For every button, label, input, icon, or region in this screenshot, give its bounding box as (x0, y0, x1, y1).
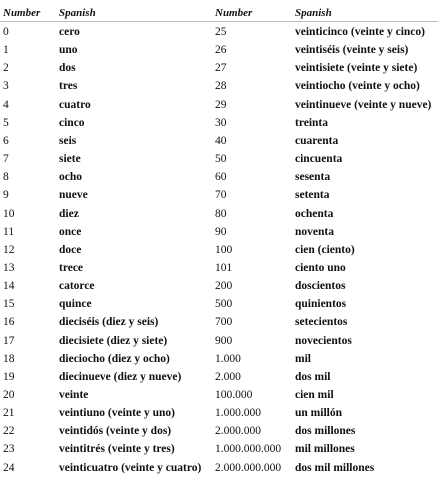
row-spanish-2: treinta (295, 116, 329, 129)
row-number: 10 (3, 207, 15, 220)
row-spanish: cero (59, 26, 80, 38)
row-spanish: cuatro (59, 98, 91, 111)
row-number: 9 (3, 189, 9, 202)
row-number: 11 (3, 225, 15, 238)
row-number: 2 (3, 62, 9, 75)
row-number: 4 (3, 98, 9, 111)
row-number: 0 (3, 26, 9, 38)
row-spanish-2: un millón (295, 407, 342, 420)
row-spanish: trece (59, 261, 84, 274)
row-number-2: 90 (215, 225, 227, 238)
table-row (0, 223, 438, 241)
row-number: 14 (3, 280, 15, 293)
row-number-2: 1.000.000.000 (215, 443, 282, 456)
row-number-2: 2.000 (215, 370, 241, 383)
row-number-2: 60 (215, 171, 227, 184)
row-spanish-2: ochenta (295, 207, 334, 220)
row-number: 21 (3, 407, 15, 420)
row-spanish: siete (59, 153, 81, 166)
table-row (0, 386, 438, 404)
row-number: 5 (3, 116, 9, 129)
row-number-2: 40 (215, 134, 227, 147)
row-spanish-2: veintinueve (veinte y nueve) (295, 98, 432, 111)
table-row (0, 313, 438, 331)
row-spanish-2: ciento uno (295, 261, 346, 274)
row-spanish-2: veintisiete (veinte y siete) (295, 62, 418, 75)
table-row (0, 186, 438, 204)
row-number-2: 29 (215, 98, 227, 111)
row-spanish: veintiuno (veinte y uno) (59, 407, 175, 420)
table-row (0, 295, 438, 313)
table-row (0, 168, 438, 186)
row-number-2: 900 (215, 334, 233, 347)
header-spanish-2: Spanish (295, 7, 332, 19)
row-spanish-2: cien (ciento) (295, 243, 355, 256)
header-number-2: Number (215, 7, 253, 19)
row-spanish-2: mil millones (295, 443, 355, 456)
row-spanish: veinticuatro (veinte y cuatro) (59, 461, 202, 474)
row-spanish-2: dos mil (295, 370, 331, 383)
row-spanish: veintidós (veinte y dos) (59, 425, 172, 438)
row-spanish: catorce (59, 280, 95, 293)
row-spanish-2: cien mil (295, 389, 334, 401)
table-row (0, 132, 438, 150)
row-spanish-2: setenta (295, 189, 330, 202)
row-spanish-2: veintiséis (veinte y seis) (295, 44, 409, 57)
row-number-2: 100 (215, 243, 233, 256)
row-spanish-2: novecientos (295, 334, 352, 347)
table-row (0, 41, 438, 59)
row-spanish: tres (59, 80, 78, 93)
row-spanish: cinco (59, 116, 85, 129)
row-number: 16 (3, 316, 15, 329)
row-spanish: veinte (59, 389, 89, 401)
row-number-2: 101 (215, 261, 233, 274)
row-number-2: 70 (215, 189, 227, 202)
row-number-2: 27 (215, 62, 227, 75)
row-number-2: 80 (215, 207, 227, 220)
row-spanish: seis (59, 134, 77, 147)
row-number: 12 (3, 243, 15, 256)
row-number: 23 (3, 443, 15, 456)
table-row (0, 77, 438, 95)
table-row (0, 114, 438, 132)
row-number: 8 (3, 171, 9, 184)
table-row (0, 150, 438, 168)
row-number-2: 2.000.000.000 (215, 461, 282, 474)
row-spanish: ocho (59, 171, 82, 184)
row-number: 15 (3, 298, 15, 311)
row-spanish-2: quinientos (295, 298, 347, 311)
row-number-2: 25 (215, 26, 227, 38)
table-row (0, 422, 438, 440)
table-row (0, 59, 438, 77)
row-number: 22 (3, 425, 15, 438)
header-spanish: Spanish (59, 7, 96, 19)
row-spanish-2: cincuenta (295, 153, 343, 166)
table-row (0, 23, 438, 41)
row-number-2: 200 (215, 280, 233, 293)
row-spanish-2: sesenta (295, 171, 331, 184)
header-divider (0, 21, 438, 22)
row-spanish: nueve (59, 189, 88, 202)
row-number-2: 700 (215, 316, 233, 329)
row-number-2: 30 (215, 116, 227, 129)
row-number-2: 28 (215, 80, 227, 93)
table-row (0, 368, 438, 386)
row-spanish-2: mil (295, 352, 311, 365)
table-row (0, 404, 438, 422)
table-header (0, 4, 438, 22)
row-spanish-2: veinticinco (veinte y cinco) (295, 26, 425, 38)
row-number: 6 (3, 134, 9, 147)
table-row (0, 440, 438, 458)
row-spanish-2: veintiocho (veinte y ocho) (295, 80, 420, 93)
row-spanish: diecisiete (diez y siete) (59, 334, 168, 347)
row-spanish: veintitrés (veinte y tres) (59, 443, 175, 456)
row-spanish: uno (59, 44, 78, 57)
row-spanish: once (59, 225, 82, 238)
row-spanish-2: doscientos (295, 280, 346, 293)
row-number: 24 (3, 461, 15, 474)
row-number: 17 (3, 334, 15, 347)
table-row (0, 241, 438, 259)
row-number-2: 50 (215, 153, 227, 166)
row-number: 13 (3, 261, 15, 274)
row-spanish-2: dos mil millones (295, 461, 375, 474)
table-row (0, 350, 438, 368)
row-number-2: 100.000 (215, 389, 253, 401)
row-spanish: diecinueve (diez y nueve) (59, 370, 182, 383)
row-number-2: 26 (215, 44, 227, 57)
row-number: 7 (3, 153, 9, 166)
table-row (0, 205, 438, 223)
row-number-2: 500 (215, 298, 233, 311)
row-number-2: 2.000.000 (215, 425, 261, 438)
row-number-2: 1.000 (215, 352, 241, 365)
table-row (0, 459, 438, 477)
header-number: Number (3, 7, 41, 19)
table-row (0, 277, 438, 295)
row-spanish: doce (59, 243, 82, 256)
row-spanish-2: cuarenta (295, 134, 339, 147)
row-number: 1 (3, 44, 9, 57)
row-spanish-2: dos millones (295, 425, 356, 438)
table-row (0, 259, 438, 277)
row-spanish: dieciocho (diez y ocho) (59, 352, 170, 365)
row-spanish-2: noventa (295, 225, 334, 238)
row-number: 19 (3, 370, 15, 383)
row-spanish: diez (59, 207, 79, 220)
row-spanish: quince (59, 298, 92, 311)
table-row (0, 96, 438, 114)
row-number: 3 (3, 80, 9, 93)
row-number: 18 (3, 352, 15, 365)
table-row (0, 332, 438, 350)
row-number: 20 (3, 389, 15, 401)
row-spanish-2: setecientos (295, 316, 348, 329)
row-spanish: dos (59, 62, 76, 75)
row-number-2: 1.000.000 (215, 407, 261, 420)
row-spanish: dieciséis (diez y seis) (59, 316, 159, 329)
